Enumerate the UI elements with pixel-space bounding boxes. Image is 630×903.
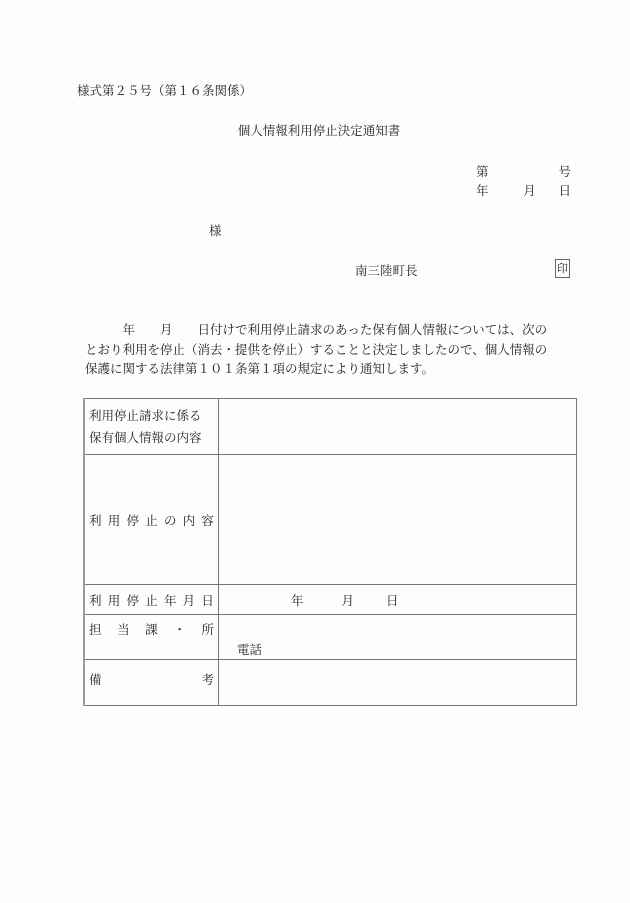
table-row-requested-info bbox=[84, 399, 577, 455]
issue-date-month: 月 bbox=[523, 183, 536, 198]
label-char: 用 bbox=[107, 592, 121, 608]
date-year: 年 bbox=[291, 592, 304, 608]
value-remarks[interactable] bbox=[219, 660, 577, 706]
issue-date-day: 日 bbox=[558, 183, 571, 198]
addressee: 様 bbox=[209, 223, 222, 238]
label-char: 所 bbox=[201, 622, 214, 637]
label-char: 内 bbox=[182, 512, 196, 528]
label-line: 利用停止請求に係る bbox=[89, 407, 202, 423]
label-char: 容 bbox=[201, 512, 214, 528]
label-requested-info bbox=[84, 399, 219, 455]
value-department[interactable] bbox=[219, 615, 577, 660]
body-line: 保護に関する法律第１０１条第１項の規定により通知します。 bbox=[85, 361, 435, 376]
label-char: ・ bbox=[173, 622, 186, 637]
document-title: 個人情報利用停止決定通知書 bbox=[237, 123, 401, 138]
label-char: 止 bbox=[145, 512, 158, 528]
label-char: 月 bbox=[182, 592, 196, 608]
label-char: 用 bbox=[107, 512, 121, 528]
table-row-remarks bbox=[84, 660, 577, 706]
label-char: 止 bbox=[145, 592, 158, 608]
sender-name: 南三陸町長 bbox=[355, 263, 418, 278]
label-char: 日 bbox=[201, 592, 214, 608]
label-char: の bbox=[163, 512, 177, 528]
table-row-suspension-content bbox=[84, 455, 577, 585]
phone-label: 電話 bbox=[237, 642, 263, 657]
date-month: 月 bbox=[341, 592, 355, 608]
label-char: 担 bbox=[89, 622, 102, 637]
issue-date bbox=[476, 181, 571, 200]
issue-date-year: 年 bbox=[476, 183, 489, 198]
details-table bbox=[83, 398, 577, 706]
body-line: とおり利用を停止（消去・提供を停止）することと決定しましたので、個人情報の bbox=[85, 341, 548, 357]
label-char: 利 bbox=[89, 592, 102, 608]
value-suspension-content[interactable] bbox=[219, 455, 577, 585]
notice-body bbox=[85, 320, 585, 379]
label-line: 保有個人情報の内容 bbox=[89, 429, 202, 445]
value-requested-info[interactable] bbox=[219, 399, 577, 455]
label-char: 停 bbox=[126, 592, 139, 608]
document-number bbox=[476, 162, 571, 181]
table-row-department bbox=[84, 615, 577, 660]
label-suspension-content bbox=[84, 455, 219, 585]
label-char: 当 bbox=[117, 622, 130, 637]
label-department bbox=[84, 615, 219, 660]
doc-number-suffix: 号 bbox=[558, 164, 571, 179]
label-char: 利 bbox=[89, 512, 102, 528]
date-day: 日 bbox=[386, 592, 399, 608]
label-char: 考 bbox=[201, 671, 214, 687]
doc-number-prefix: 第 bbox=[476, 164, 489, 179]
label-char: 備 bbox=[89, 671, 102, 687]
document-number-block bbox=[476, 162, 571, 200]
label-char: 停 bbox=[126, 512, 139, 528]
label-remarks bbox=[84, 660, 219, 706]
body-line: 年 月 日付けで利用停止請求のあった保有個人情報については、次の bbox=[85, 322, 548, 337]
label-char: 年 bbox=[163, 592, 177, 608]
table-row-suspension-date bbox=[84, 585, 577, 615]
label-char: 課 bbox=[145, 622, 158, 637]
seal-mark: 印 bbox=[555, 259, 570, 278]
form-number: 様式第２５号（第１６条関係） bbox=[77, 83, 253, 98]
label-suspension-date bbox=[84, 585, 219, 615]
value-suspension-date[interactable] bbox=[219, 585, 577, 615]
